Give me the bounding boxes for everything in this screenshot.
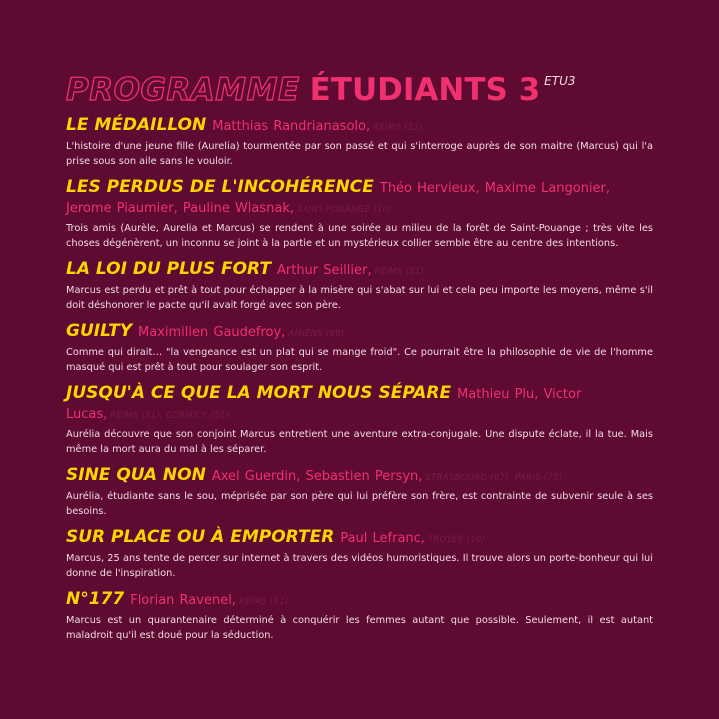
- film-location: REIMS (51): [373, 123, 423, 133]
- film-heading: [66, 322, 653, 344]
- film-heading: [66, 384, 653, 426]
- film-synopsis: Aurélia, étudiante sans le sou, méprisée par son père qui lui préfère son frère, est contrainte de subvenir seule à ses besoins.: [66, 491, 653, 517]
- film-entry: [66, 590, 653, 643]
- film-title: GUILTY: [66, 321, 133, 341]
- film-heading: [66, 590, 653, 612]
- film-heading: [66, 260, 653, 282]
- film-title: LA LOI DU PLUS FORT: [66, 259, 271, 279]
- film-entry: [66, 528, 653, 581]
- header-superscript: ETU3: [544, 74, 576, 88]
- header-solid-text: ÉTUDIANTS 3: [309, 72, 541, 108]
- film-authors: Axel Guerdin, Sebastien Persyn,: [211, 469, 423, 484]
- film-heading: [66, 528, 653, 550]
- film-location: REIMS (51): [238, 597, 289, 607]
- film-authors: Maximilien Gaudefroy,: [138, 325, 286, 340]
- film-title: LE MÉDAILLON: [66, 115, 207, 135]
- film-synopsis: Comme qui dirait… "la vengeance est un plat qui se mange froid". Ce pourrait être la philosophie de vie de l'homme masqué qui est prêt à tout pour soulager son esprit.: [66, 347, 653, 373]
- film-location: AMIENS (80): [288, 329, 345, 339]
- film-location: REIMS (51), CORMICY (51): [110, 411, 230, 421]
- film-title: SINE QUA NON: [66, 465, 206, 485]
- film-authors: Mathieu Plu, Victor Lucas,: [66, 387, 582, 422]
- page-header: [66, 72, 653, 108]
- film-title: LES PERDUS DE L'INCOHÉRENCE: [66, 177, 374, 197]
- film-entry: [66, 322, 653, 375]
- film-entry: [66, 384, 653, 457]
- film-entry: [66, 178, 653, 251]
- film-authors: Paul Lefranc,: [340, 531, 425, 546]
- film-location: REIMS (51): [374, 267, 425, 277]
- film-synopsis: L'histoire d'une jeune fille (Aurelia) tourmentée par son passé et qui s'interroge auprès de son maitre (Marcus) qui l'a prise sous son aile sans le vouloir.: [66, 141, 653, 167]
- film-synopsis: Marcus, 25 ans tente de percer sur internet à travers des vidéos humoristiques. Il trouve alors un porte-bonheur qui lui donne de l'inspiration.: [66, 553, 653, 579]
- film-authors: Arthur Seillier,: [276, 263, 372, 278]
- film-authors: Matthias Randrianasolo,: [212, 119, 371, 134]
- film-entry: [66, 116, 653, 169]
- film-synopsis: Marcus est perdu et prêt à tout pour échapper à la misère qui s'abat sur lui et cela peu importe les moyens, même s'il doit déshonorer le pacte qu'il avait forgé avec son père.: [66, 285, 653, 311]
- film-location: TROYES (10): [427, 535, 486, 545]
- film-synopsis: Aurélia découvre que son conjoint Marcus entretient une aventure extra-conjugale. Une dispute éclate, il la tue. Mais même la mort aura du mal à les séparer.: [66, 429, 653, 455]
- film-location: STRASBOURG (67), PARIS (75): [425, 473, 563, 483]
- header-outline-text: PROGRAMME: [66, 72, 300, 108]
- film-entry: [66, 260, 653, 313]
- film-authors: Florian Ravenel,: [130, 593, 236, 608]
- film-heading: [66, 116, 653, 138]
- film-list: [66, 116, 653, 643]
- film-title: JUSQU'À CE QUE LA MORT NOUS SÉPARE: [66, 383, 452, 403]
- film-location: SAINT-POUANGE (10): [297, 205, 392, 215]
- film-title: N°177: [66, 589, 125, 609]
- film-authors: Théo Hervieux, Maxime Langonier, Jerome Piaumier, Pauline Wlasnak,: [66, 181, 611, 216]
- film-title: SUR PLACE OU À EMPORTER: [66, 527, 335, 547]
- film-heading: [66, 466, 653, 488]
- film-synopsis: Marcus est un quarantenaire déterminé à conquérir les femmes autant que possible. Seulement, il est autant maladroit qu'il est doué pour la séduction.: [66, 615, 653, 641]
- film-synopsis: Trois amis (Aurèle, Aurelia et Marcus) se rendent à une soirée au milieu de la forêt de Saint-Pouange ; très vite les choses dégénèrent, un inconnu se joint à la partie et un mystérieux collier semble être au centre des intentions.: [66, 223, 653, 249]
- film-entry: [66, 466, 653, 519]
- film-heading: [66, 178, 653, 220]
